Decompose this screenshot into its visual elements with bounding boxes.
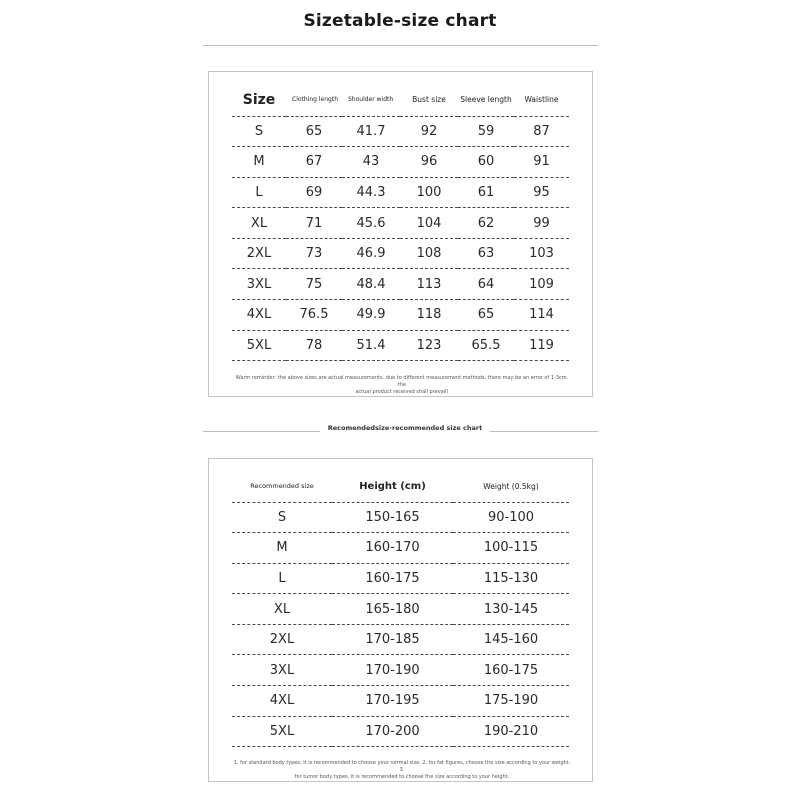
table-cell: 130-145 — [453, 594, 569, 625]
table-row — [232, 502, 569, 533]
table-cell: XL — [232, 594, 332, 625]
table-row — [232, 177, 569, 208]
recommended-table-note — [232, 760, 572, 781]
table-row — [232, 269, 569, 300]
table-cell: 4XL — [232, 686, 332, 717]
table-cell: 119 — [514, 330, 569, 361]
table-cell: 43 — [342, 147, 400, 178]
table-row — [232, 116, 569, 147]
table-row — [232, 655, 569, 686]
table-cell: 41.7 — [342, 116, 400, 147]
table-cell: 5XL — [232, 716, 332, 747]
table-cell: 62 — [458, 208, 514, 239]
table-cell: 160-170 — [332, 533, 453, 564]
title-divider — [203, 45, 598, 46]
table-cell: 100-115 — [453, 533, 569, 564]
table-cell: 65 — [286, 116, 342, 147]
table-cell: 170-195 — [332, 686, 453, 717]
table-cell: 51.4 — [342, 330, 400, 361]
header-shoulder-width: Shoulder width — [342, 84, 400, 116]
table-cell: XL — [232, 208, 286, 239]
table-cell: 100 — [400, 177, 458, 208]
table-cell: 63 — [458, 238, 514, 269]
table-cell: 48.4 — [342, 269, 400, 300]
table-cell: 96 — [400, 147, 458, 178]
table-cell: 90-100 — [453, 502, 569, 533]
table-cell: S — [232, 502, 332, 533]
table-row — [232, 686, 569, 717]
subtitle-rule-right — [490, 431, 598, 432]
table-cell: 99 — [514, 208, 569, 239]
table-cell: 190-210 — [453, 716, 569, 747]
table-cell: 92 — [400, 116, 458, 147]
size-table-note-line-2: actual product received shall prevail! — [355, 389, 449, 395]
recommended-subtitle: Recomendedsize-recommended size chart — [327, 424, 483, 432]
table-cell: 65.5 — [458, 330, 514, 361]
table-cell: 95 — [514, 177, 569, 208]
table-cell: 67 — [286, 147, 342, 178]
table-row — [232, 147, 569, 178]
header-recommended-size: Recommended size — [232, 472, 332, 502]
table-cell: 73 — [286, 238, 342, 269]
header-clothing-length: Clothing length — [286, 84, 342, 116]
size-table-note-line-1: Warm reminder: the above sizes are actual measurements. due to different measurement methods, there may be an error of 1-3cm. the — [235, 375, 569, 388]
table-cell: 104 — [400, 208, 458, 239]
table-cell: 61 — [458, 177, 514, 208]
recommended-note-line-2: for tumor body types, it is recommended to choose the size according to your height. — [294, 774, 510, 780]
table-row — [232, 300, 569, 331]
table-cell: M — [232, 533, 332, 564]
table-cell: 103 — [514, 238, 569, 269]
table-cell: 165-180 — [332, 594, 453, 625]
table-cell: 69 — [286, 177, 342, 208]
table-cell: M — [232, 147, 286, 178]
table-row — [232, 624, 569, 655]
table-cell: 91 — [514, 147, 569, 178]
table-cell: 3XL — [232, 269, 286, 300]
table-row — [232, 238, 569, 269]
table-cell: 145-160 — [453, 624, 569, 655]
header-size: Size — [232, 84, 286, 116]
header-height: Height (cm) — [332, 472, 453, 502]
table-row — [232, 533, 569, 564]
table-cell: 49.9 — [342, 300, 400, 331]
table-cell: 108 — [400, 238, 458, 269]
header-sleeve-length: Sleeve length — [458, 84, 514, 116]
table-cell: 118 — [400, 300, 458, 331]
header-bust-size: Bust size — [400, 84, 458, 116]
table-row — [232, 594, 569, 625]
table-cell: 44.3 — [342, 177, 400, 208]
size-table-note — [232, 375, 572, 396]
table-cell: 75 — [286, 269, 342, 300]
table-cell: 3XL — [232, 655, 332, 686]
table-row — [232, 208, 569, 239]
table-cell: 65 — [458, 300, 514, 331]
table-row — [232, 563, 569, 594]
table-cell: 109 — [514, 269, 569, 300]
table-cell: 115-130 — [453, 563, 569, 594]
table-cell: L — [232, 563, 332, 594]
table-cell: 160-175 — [332, 563, 453, 594]
table-cell: 170-185 — [332, 624, 453, 655]
table-cell: 60 — [458, 147, 514, 178]
table-cell: 46.9 — [342, 238, 400, 269]
header-weight: Weight (0.5kg) — [453, 472, 569, 502]
table-cell: 113 — [400, 269, 458, 300]
table-cell: 150-165 — [332, 502, 453, 533]
header-waistline: Waistline — [514, 84, 569, 116]
table-cell: 123 — [400, 330, 458, 361]
table-cell: 170-190 — [332, 655, 453, 686]
table-cell: L — [232, 177, 286, 208]
table-cell: 2XL — [232, 624, 332, 655]
table-row — [232, 330, 569, 361]
table-cell: 71 — [286, 208, 342, 239]
table-cell: 170-200 — [332, 716, 453, 747]
table-cell: 4XL — [232, 300, 286, 331]
recommended-table — [232, 472, 569, 747]
page-title: Sizetable-size chart — [303, 11, 497, 31]
table-cell: 114 — [514, 300, 569, 331]
table-cell: 2XL — [232, 238, 286, 269]
table-cell: 78 — [286, 330, 342, 361]
size-table — [232, 84, 569, 361]
table-cell: 59 — [458, 116, 514, 147]
table-cell: 87 — [514, 116, 569, 147]
table-cell: S — [232, 116, 286, 147]
table-cell: 64 — [458, 269, 514, 300]
table-cell: 160-175 — [453, 655, 569, 686]
table-cell: 45.6 — [342, 208, 400, 239]
table-cell: 5XL — [232, 330, 286, 361]
table-row — [232, 716, 569, 747]
recommended-note-line-1: 1. for standard body types, it is recommended to choose your normal size. 2. for fat figures, choose the size according to your weight. 3. — [233, 760, 571, 773]
table-cell: 76.5 — [286, 300, 342, 331]
table-cell: 175-190 — [453, 686, 569, 717]
